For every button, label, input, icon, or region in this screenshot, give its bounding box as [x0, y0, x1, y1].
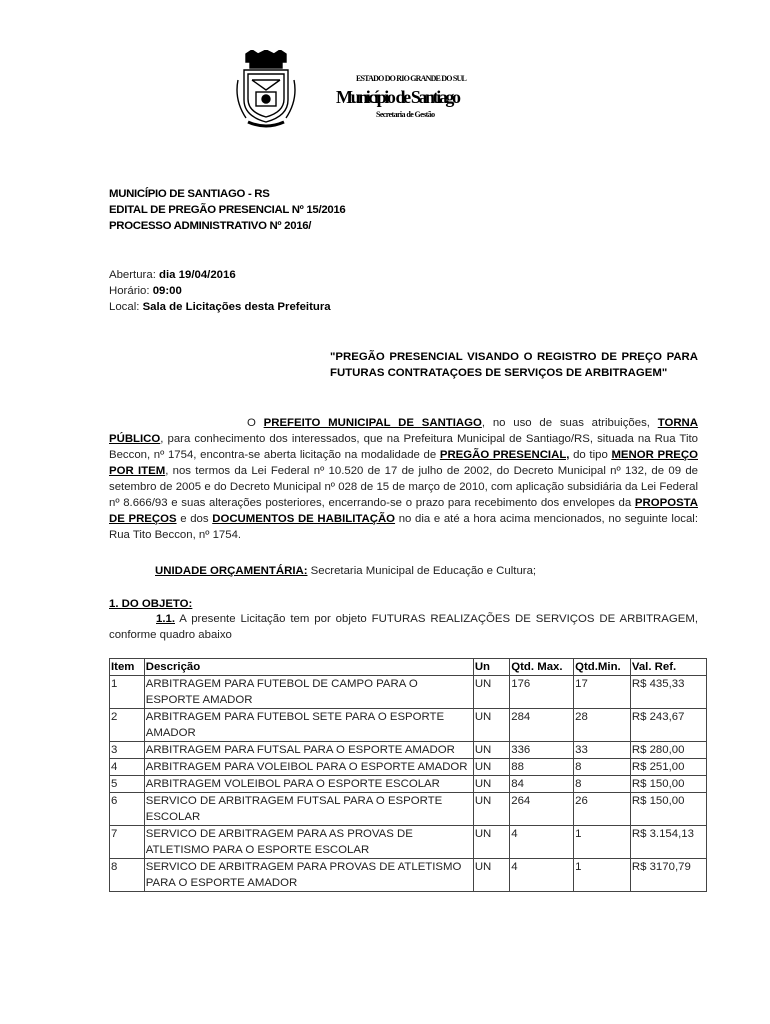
cell-val-ref: R$ 280,00: [630, 742, 706, 759]
table-row: [110, 676, 707, 709]
cell-qtd-max: 4: [510, 859, 574, 892]
abertura-value: dia 19/04/2016: [159, 269, 236, 281]
objeto-heading-text: 1. DO OBJETO:: [109, 598, 193, 610]
main-paragraph: [109, 415, 698, 543]
table-row: [110, 759, 707, 776]
para-text-9: , nos termos da Lei Federal nº 10.520 de 17 de julho de 2002, do Decreto Municipal nº 132, de 09 de setembro de 2005 e do Decreto Municipal nº 028 de 15 de março de 2010, com aplicação subsidiária da Lei Federal nº 8.666/93 e suas alterações posteriores, encerrando-se o prazo para recebimento dos envelopes da: [109, 465, 698, 509]
header-state-name: ESTADO DO RIO GRANDE DO SUL: [356, 74, 467, 83]
cell-descricao: ARBITRAGEM PARA VOLEIBOL PARA O ESPORTE AMADOR: [144, 759, 473, 776]
cell-val-ref: R$ 243,67: [630, 709, 706, 742]
document-title: [109, 186, 698, 234]
cell-val-ref: R$ 435,33: [630, 676, 706, 709]
cell-item: 1: [110, 676, 145, 709]
para-text-5: , para conhecimento dos interessados, que na Prefeitura Municipal de Santiago/RS, situada na Rua Tito Beccon, nº 1754, encontra-se aberta licitação na modalidade de: [109, 433, 698, 461]
cell-qtd-min: 8: [574, 759, 631, 776]
cell-un: UN: [473, 676, 509, 709]
unidade-orcamentaria: [155, 563, 536, 579]
objeto-number: 1.1.: [156, 613, 175, 625]
edital-subject: "PREGÃO PRESENCIAL VISANDO O REGISTRO DE PREÇO PARA FUTURAS CONTRATAÇOES DE SERVIÇOS DE ARBITRAGEM": [330, 351, 698, 379]
section-heading-objeto: [109, 596, 698, 612]
cell-val-ref: R$ 150,00: [630, 776, 706, 793]
local-row: [109, 299, 698, 315]
cell-qtd-max: 264: [510, 793, 574, 826]
cell-qtd-min: 1: [574, 826, 631, 859]
cell-val-ref: R$ 251,00: [630, 759, 706, 776]
items-table: [109, 658, 707, 892]
coat-of-arms-icon: [232, 50, 300, 130]
table-row: [110, 742, 707, 759]
para-text-11: e dos: [176, 513, 213, 525]
col-header-un: Un: [473, 659, 509, 676]
cell-qtd-min: 17: [574, 676, 631, 709]
cell-item: 5: [110, 776, 145, 793]
cell-item: 6: [110, 793, 145, 826]
para-text-13: no dia e até a hora acima mencionados, no seguinte local: Rua Tito Beccon, nº 1754.: [109, 513, 698, 541]
cell-val-ref: R$ 3170,79: [630, 859, 706, 892]
horario-label: Horário:: [109, 285, 153, 297]
cell-un: UN: [473, 742, 509, 759]
cell-val-ref: R$ 3.154,13: [630, 826, 706, 859]
cell-item: 4: [110, 759, 145, 776]
cell-item: 7: [110, 826, 145, 859]
unidade-label: UNIDADE ORÇAMENTÁRIA:: [155, 565, 308, 577]
cell-qtd-min: 8: [574, 776, 631, 793]
cell-descricao: SERVICO DE ARBITRAGEM PARA AS PROVAS DE ATLETISMO PARA O ESPORTE ESCOLAR: [144, 826, 473, 859]
cell-qtd-min: 28: [574, 709, 631, 742]
cell-un: UN: [473, 709, 509, 742]
cell-un: UN: [473, 793, 509, 826]
objeto-text: A presente Licitação tem por objeto FUTURAS REALIZAÇÕES DE SERVIÇOS DE ARBITRAGEM, conforme quadro abaixo: [109, 613, 698, 641]
para-text-3: , no uso de suas atribuições,: [481, 417, 658, 429]
title-line-edital: EDITAL DE PREGÃO PRESENCIAL Nº 15/2016: [109, 204, 346, 216]
cell-descricao: ARBITRAGEM PARA FUTSAL PARA O ESPORTE AMADOR: [144, 742, 473, 759]
horario-row: [109, 283, 698, 299]
cell-un: UN: [473, 859, 509, 892]
para-proposta-precos: PROPOSTA DE PREÇOS: [109, 497, 698, 525]
table-row: [110, 826, 707, 859]
cell-qtd-min: 33: [574, 742, 631, 759]
cell-qtd-max: 176: [510, 676, 574, 709]
col-header-val-ref: Val. Ref.: [630, 659, 706, 676]
table-header-row: [110, 659, 707, 676]
cell-descricao: ARBITRAGEM PARA FUTEBOL SETE PARA O ESPORTE AMADOR: [144, 709, 473, 742]
para-prefeito: PREFEITO MUNICIPAL DE SANTIAGO: [263, 417, 482, 429]
cell-descricao: ARBITRAGEM VOLEIBOL PARA O ESPORTE ESCOLAR: [144, 776, 473, 793]
cell-item: 3: [110, 742, 145, 759]
para-text-1: O: [247, 417, 264, 429]
title-line-municipio: MUNICÍPIO DE SANTIAGO - RS: [109, 188, 270, 200]
header-department-name: Secretaria de Gestão: [376, 110, 435, 119]
cell-qtd-max: 84: [510, 776, 574, 793]
col-header-descricao: Descrição: [144, 659, 473, 676]
para-text-7: do tipo: [569, 449, 612, 461]
abertura-label: Abertura:: [109, 269, 160, 281]
opening-info: [109, 267, 698, 315]
cell-item: 8: [110, 859, 145, 892]
cell-qtd-max: 336: [510, 742, 574, 759]
table-row: [110, 709, 707, 742]
cell-item: 2: [110, 709, 145, 742]
para-torna-publico: TORNA PÚBLICO: [109, 417, 699, 445]
title-line-processo: PROCESSO ADMINISTRATIVO Nº 2016/: [109, 220, 312, 232]
col-header-qtd-max: Qtd. Max.: [510, 659, 574, 676]
horario-value: 09:00: [152, 285, 182, 297]
local-label: Local:: [109, 301, 143, 313]
para-menor-preco: MENOR PREÇO POR ITEM: [109, 449, 698, 477]
col-header-item: Item: [110, 659, 145, 676]
objeto-paragraph: [109, 611, 698, 643]
cell-descricao: SERVICO DE ARBITRAGEM FUTSAL PARA O ESPORTE ESCOLAR: [144, 793, 473, 826]
cell-un: UN: [473, 826, 509, 859]
col-header-qtd-min: Qtd.Min.: [574, 659, 631, 676]
cell-descricao: SERVICO DE ARBITRAGEM PARA PROVAS DE ATLETISMO PARA O ESPORTE AMADOR: [144, 859, 473, 892]
unidade-value: Secretaria Municipal de Educação e Cultura;: [307, 565, 537, 577]
para-documentos-habilitacao: DOCUMENTOS DE HABILITAÇÃO: [212, 513, 396, 525]
cell-qtd-min: 26: [574, 793, 631, 826]
cell-qtd-min: 1: [574, 859, 631, 892]
cell-val-ref: R$ 150,00: [630, 793, 706, 826]
cell-qtd-max: 284: [510, 709, 574, 742]
table-row: [110, 859, 707, 892]
header-municipality-name: Município de Santiago: [336, 87, 459, 107]
abertura-row: [109, 267, 698, 283]
cell-un: UN: [473, 776, 509, 793]
cell-descricao: ARBITRAGEM PARA FUTEBOL DE CAMPO PARA O ESPORTE AMADOR: [144, 676, 473, 709]
table-row: [110, 776, 707, 793]
cell-qtd-max: 4: [510, 826, 574, 859]
para-pregao-presencial: PREGÃO PRESENCIAL,: [439, 449, 570, 461]
table-row: [110, 793, 707, 826]
cell-un: UN: [473, 759, 509, 776]
cell-qtd-max: 88: [510, 759, 574, 776]
local-value: Sala de Licitações desta Prefeitura: [142, 301, 331, 313]
